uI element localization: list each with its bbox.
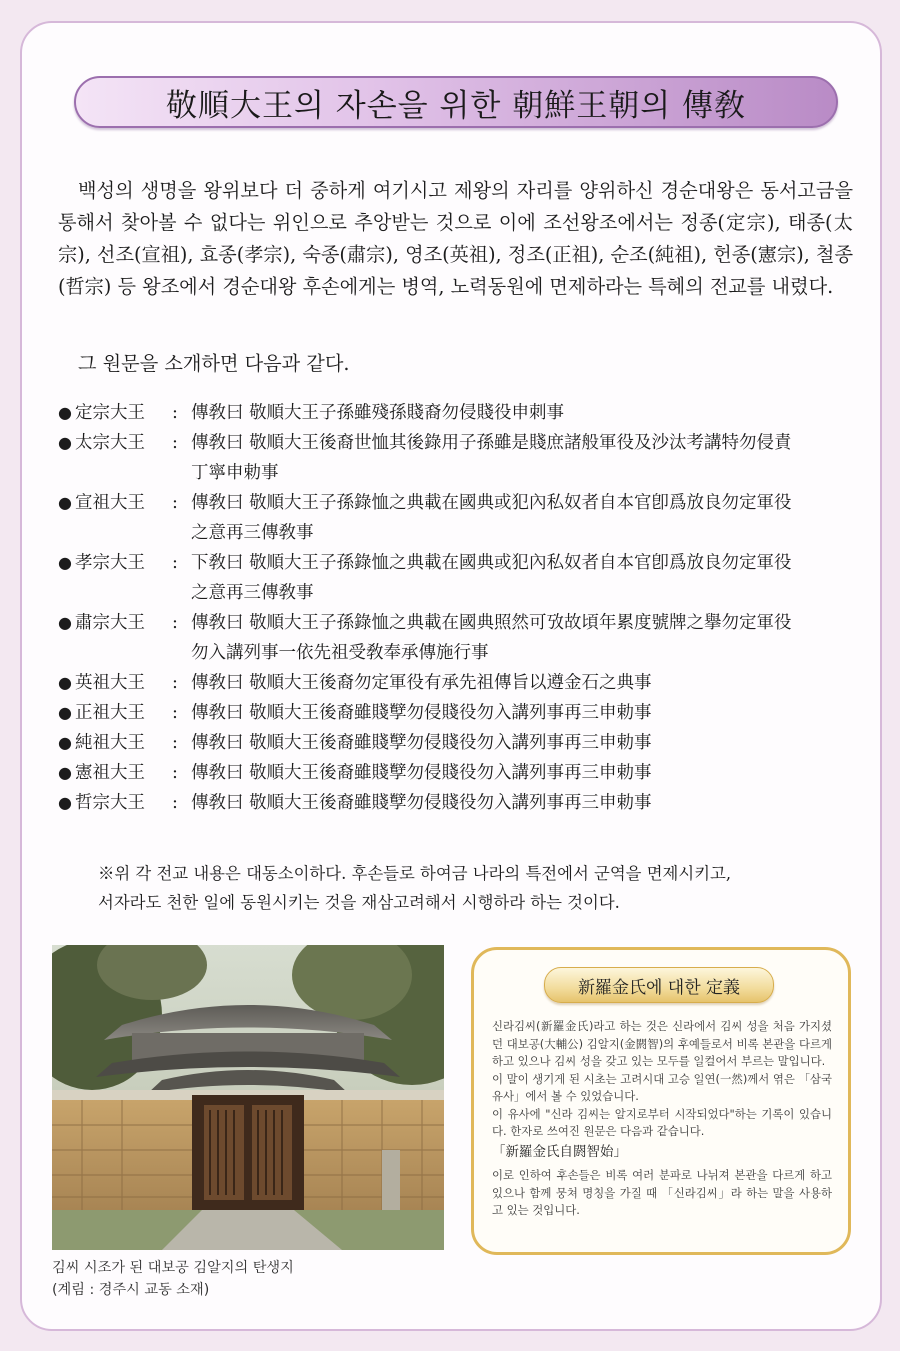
decree-king: 英祖大王	[75, 673, 145, 693]
decree-colon: :	[172, 613, 178, 633]
bullet-icon: ●	[58, 733, 72, 752]
page-frame	[20, 21, 882, 1331]
decree-king: 太宗大王	[75, 433, 145, 453]
decree-item	[58, 758, 848, 788]
decree-colon: :	[172, 733, 178, 753]
bullet-icon: ●	[58, 493, 72, 512]
decree-king: 哲宗大王	[75, 793, 145, 813]
decree-king: 宣祖大王	[75, 493, 145, 513]
gate-illustration	[52, 945, 444, 1250]
bullet-icon: ●	[58, 763, 72, 782]
decree-text: 傳敎曰 敬順大王後裔勿定軍役有承先祖傳旨以遵金石之典事	[191, 673, 652, 693]
decree-item	[58, 698, 848, 728]
page-title: 敬順大王의 자손을 위한 朝鮮王朝의 傳敎	[165, 87, 747, 124]
bullet-icon: ●	[58, 703, 72, 722]
decree-item	[58, 548, 848, 608]
decree-text: 傳敎曰 敬順大王子孫錄恤之典載在國典照然可攷故頃年累度號牌之擧勿定軍役 勿入講列事一依先祖受敎奉承傳施行事	[191, 613, 792, 663]
decree-list	[58, 398, 848, 818]
decree-colon: :	[172, 433, 178, 453]
bullet-icon: ●	[58, 613, 72, 632]
decree-colon: :	[172, 403, 178, 423]
decree-text: 傳敎曰 敬順大王後裔雖賤孼勿侵賤役勿入講列事再三申勅事	[191, 703, 652, 723]
caption-line: (계림 : 경주시 교동 소재)	[52, 1282, 210, 1298]
definition-body	[492, 1018, 832, 1220]
decree-colon: :	[172, 763, 178, 783]
decree-colon: :	[172, 703, 178, 723]
definition-box	[471, 947, 851, 1255]
decree-text: 傳敎曰 敬順大王後裔雖賤孼勿侵賤役勿入講列事再三申勅事	[191, 733, 652, 753]
decree-text: 下敎曰 敬順大王子孫錄恤之典載在國典或犯內私奴者自本官卽爲放良勿定軍役 之意再三傳敎事	[191, 553, 792, 603]
lead-sentence: 그 원문을 소개하면 다음과 같다.	[78, 352, 350, 375]
decree-colon: :	[172, 553, 178, 573]
decree-text: 傳敎曰 敬順大王子孫雖殘孫賤裔勿侵賤役申刺事	[191, 403, 565, 423]
note-text: ※위 각 전교 내용은 대동소이하다. 후손들로 하여금 나라의 특전에서 군역을 면제시키고, 서자라도 천한 일에 동원시키는 것을 재삼고려해서 시행하라 하는 것이다.	[98, 864, 732, 912]
decree-item	[58, 488, 848, 548]
decree-king: 純祖大王	[75, 733, 145, 753]
definition-paragraph: 신라김씨(新羅金氏)라고 하는 것은 신라에서 김씨 성을 처음 가지셨던 대보공(大輔公) 김알지(金閼智)의 후예들로서 비록 본관을 다르게 하고 있으나 김씨 성을 갖고 있는 모두를 일컬어서 부르는 말입니다.	[492, 1019, 832, 1068]
bullet-icon: ●	[58, 403, 72, 422]
intro-paragraph: 백성의 생명을 왕위보다 더 중하게 여기시고 제왕의 자리를 양위하신 경순대왕은 동서고금을 통해서 찾아볼 수 없다는 위인으로 추앙받는 것으로 이에 조선왕조에서는 정종(定宗), 태종(太宗), 선조(宣祖), 효종(孝宗), 숙종(肅宗), 영조(英祖), 정조(正祖), 순조(純祖), 헌종(憲宗), 철종(哲宗) 등 왕조에서 경순대왕 후손에게는 병역, 노력동원에 면제하라는 특혜의 전교를 내렸다.	[58, 179, 853, 298]
gyerim-gate-photo	[52, 945, 444, 1250]
decree-item	[58, 428, 848, 488]
bullet-icon: ●	[58, 553, 72, 572]
photo-caption	[52, 1257, 452, 1301]
decree-item	[58, 788, 848, 818]
decree-text: 傳敎曰 敬順大王後裔雖賤孼勿侵賤役勿入講列事再三申勅事	[191, 763, 652, 783]
bullet-icon: ●	[58, 433, 72, 452]
decree-colon: :	[172, 793, 178, 813]
decree-colon: :	[172, 493, 178, 513]
decree-item	[58, 398, 848, 428]
definition-paragraph: 이 말이 생기게 된 시초는 고려시대 고승 일연(一然)께서 엮은 「삼국유사」에서 볼 수 있었습니다.	[492, 1071, 832, 1103]
definition-paragraph: 이 유사에 "신라 김씨는 알지로부터 시작되었다"하는 기록이 있습니다. 한자로 쓰여진 원문은 다음과 같습니다.	[492, 1106, 832, 1138]
decree-item	[58, 668, 848, 698]
decree-item	[58, 728, 848, 758]
decree-king: 孝宗大王	[75, 553, 145, 573]
bullet-icon: ●	[58, 673, 72, 692]
decree-king: 肅宗大王	[75, 613, 145, 633]
decree-item	[58, 608, 848, 668]
definition-title: 新羅金氏에 대한 定義	[544, 967, 774, 1003]
decree-king: 憲祖大王	[75, 763, 145, 783]
definition-paragraph: 이로 인하여 후손들은 비록 여러 분파로 나뉘져 본관을 다르게 하고 있으나 함께 뭉쳐 명칭을 가질 때 「신라김씨」라 하는 말을 사용하고 있는 것입니다.	[492, 1168, 832, 1217]
decree-text: 傳敎曰 敬順大王後裔世恤其後錄用子孫雖是賤庶諸般軍役及沙汰考講特勿侵責 丁寧申勅事	[191, 433, 792, 483]
decree-king: 正祖大王	[75, 703, 145, 723]
decree-text: 傳敎曰 敬順大王子孫錄恤之典載在國典或犯內私奴者自本官卽爲放良勿定軍役 之意再三傳敎事	[191, 493, 792, 543]
decree-text: 傳敎曰 敬順大王後裔雖賤孼勿侵賤役勿入講列事再三申勅事	[191, 793, 652, 813]
decree-colon: :	[172, 673, 178, 693]
bullet-icon: ●	[58, 793, 72, 812]
title-banner	[74, 76, 838, 128]
decree-king: 定宗大王	[75, 403, 145, 423]
definition-quote: 「新羅金氏自閼智始」	[492, 1143, 627, 1160]
caption-line: 김씨 시조가 된 대보공 김알지의 탄생지	[52, 1260, 294, 1276]
